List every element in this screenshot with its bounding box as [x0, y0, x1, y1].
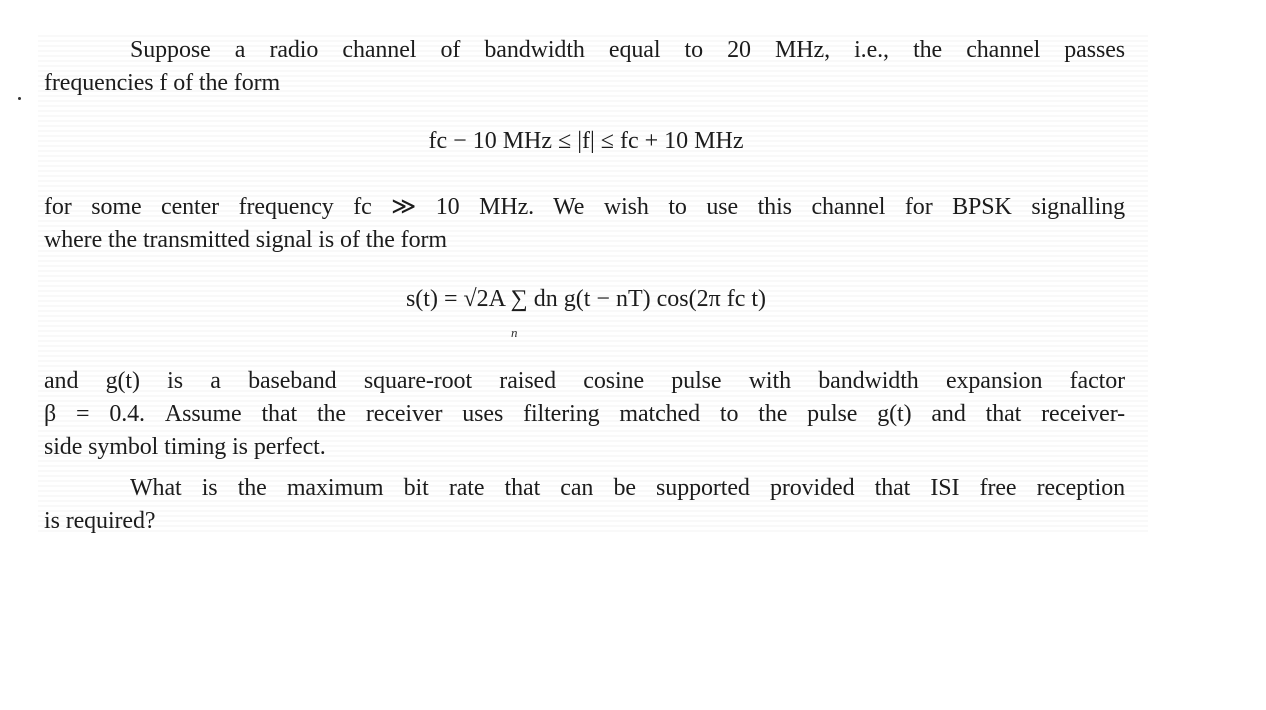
- summation-index: n: [511, 325, 518, 340]
- equation-frequency-range: fc − 10 MHz ≤ |f| ≤ fc + 10 MHz: [428, 128, 744, 154]
- question-line-2: is required?: [44, 508, 156, 534]
- paragraph-intro-line-1: Suppose a radio channel of bandwidth equal to 20 MHz, i.e., the channel passes: [130, 37, 1125, 63]
- paragraph-intro: [44, 34, 1125, 100]
- paragraph-pulse-line-1: and g(t) is a baseband square-root raised cosine pulse with bandwidth expansion factor: [44, 368, 1125, 394]
- stray-dot-mark: [18, 97, 21, 100]
- paragraph-center-frequency-line-1: for some center frequency fc ≫ 10 MHz. We wish to use this channel for BPSK signalling: [44, 194, 1125, 220]
- paragraph-pulse-line-2: β = 0.4. Assume that the receiver uses filtering matched to the pulse g(t) and that receiver-: [44, 401, 1125, 427]
- equation-transmitted-signal: s(t) = √2A ∑ dn g(t − nT) cos(2π fc t): [405, 286, 767, 312]
- paragraph-center-frequency-line-2: where the transmitted signal is of the form: [44, 227, 447, 253]
- paragraph-pulse-line-3: side symbol timing is perfect.: [44, 434, 326, 460]
- paragraph-center-frequency: [44, 191, 1125, 257]
- paragraph-pulse-description: [44, 365, 1125, 464]
- question-line-1: What is the maximum bit rate that can be supported provided that ISI free reception: [130, 475, 1125, 501]
- paragraph-question: [44, 472, 1125, 538]
- paragraph-intro-line-2: frequencies f of the form: [44, 70, 281, 96]
